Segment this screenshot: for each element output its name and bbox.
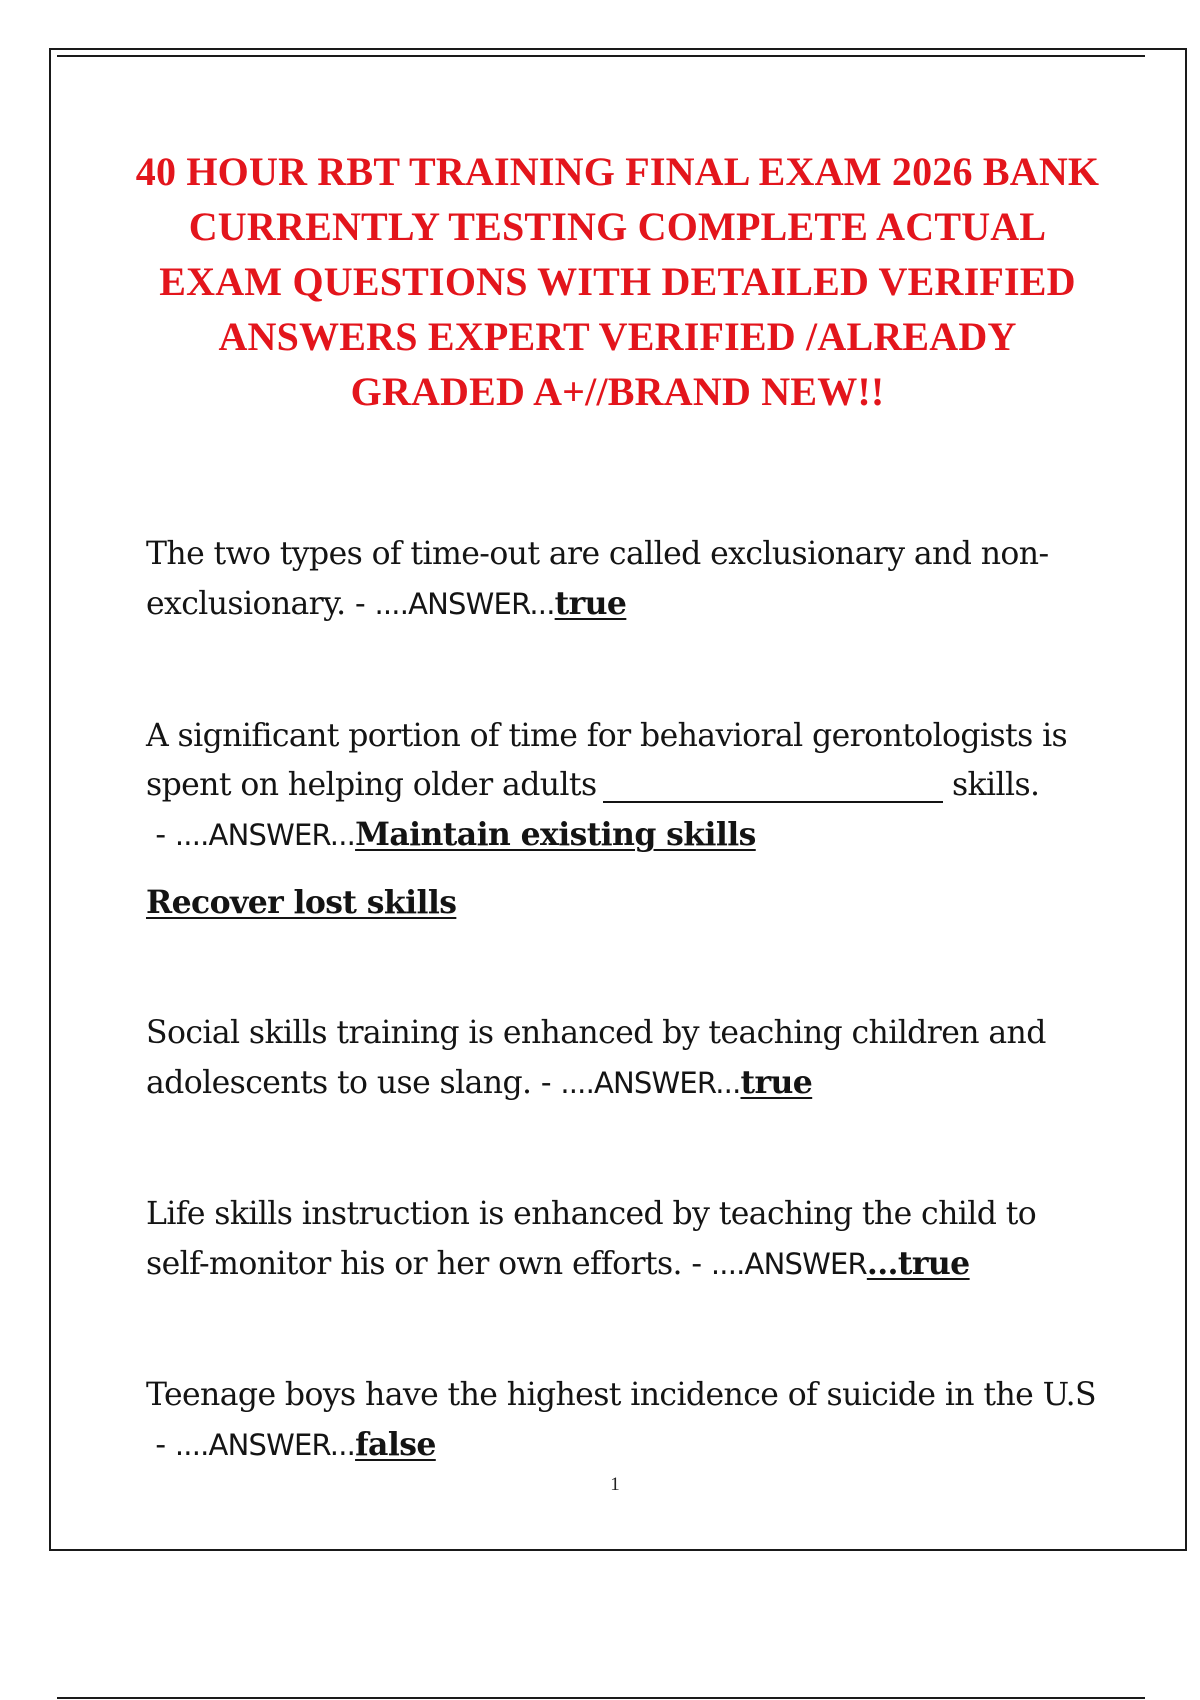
document-title: 40 HOUR RBT TRAINING FINAL EXAM 2026 BANK CURRENTLY TESTING COMPLETE ACTUAL EXAM QUESTIONS WITH DETAILED VERIFIED ANSWERS EXPERT VERIFIED /ALREADY GRADED A+//BRAND NEW!! [135,149,1100,414]
question-separator: - [681,1246,711,1282]
answer-value: ...true [866,1245,970,1282]
question-separator: - [146,817,175,853]
question-text-continued: skills. [951,767,1040,803]
question-text: Social skills training is enhanced by teaching children and adolescents to use slang. [146,1015,1046,1101]
question-item [146,1371,1106,1470]
header-rule [57,55,1145,57]
question-separator: - [531,1065,561,1101]
question-item [146,712,1106,860]
page-number: 1 [610,1474,620,1495]
answer-value: true [554,585,627,622]
answer-marker: ....ANSWER... [174,1428,356,1462]
answer-marker: ....ANSWER... [174,818,356,852]
additional-answer: Recover lost skills [146,884,457,921]
answer-value: Maintain existing skills [355,816,756,853]
fill-in-blank-line [603,801,943,803]
question-text: Life skills instruction is enhanced by teaching the child to self-monitor his or her own efforts. [146,1196,1037,1282]
question-text: A significant portion of time for behavioral gerontologists is spent on helping older adults [146,718,1068,803]
answer-value: false [355,1426,436,1463]
answer-marker: ....ANSWER... [560,1066,741,1100]
question-item [146,1190,1106,1289]
footer-rule [57,1697,1145,1699]
answer-marker: ....ANSWER... [374,587,555,621]
question-item [146,1009,1106,1108]
question-separator: - [146,1427,175,1463]
answer-marker: ....ANSWER [710,1247,867,1281]
question-item [146,530,1106,629]
question-separator: - [345,586,375,622]
question-text: The two types of time-out are called exclusionary and non-exclusionary. [146,536,1049,622]
question-text: Teenage boys have the highest incidence of suicide in the U.S [146,1377,1097,1413]
answer-value: true [740,1064,813,1101]
